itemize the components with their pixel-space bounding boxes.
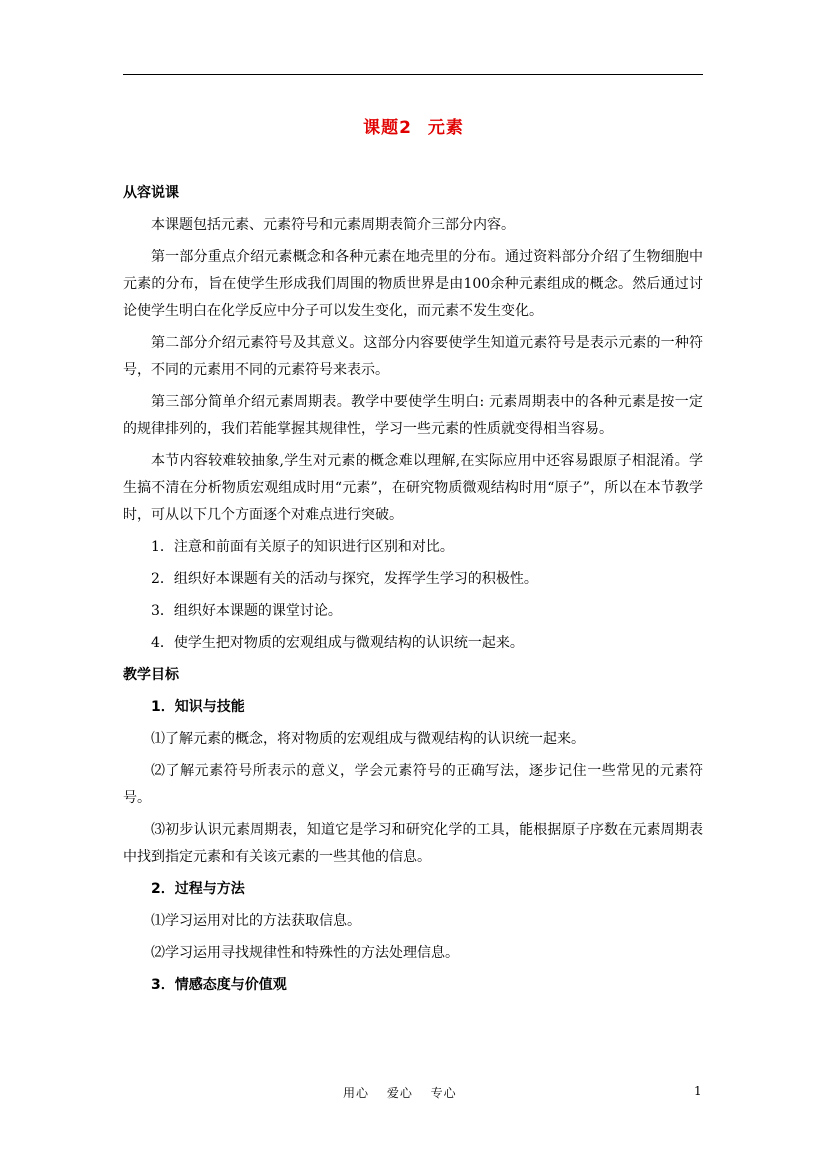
header-rule — [123, 74, 703, 75]
page-number: 1 — [694, 1084, 702, 1098]
subheading-process-methods: 2．过程与方法 — [151, 881, 245, 897]
list-item: ⑵了解元素符号所表示的意义，学会元素符号的正确写法，逐步记住一些常见的元素符号。 — [123, 763, 703, 806]
paragraph: 第一部分重点介绍元素概念和各种元素在地壳里的分布。通过资料部分介绍了生物细胞中元素的分布，旨在使学生形成我们周围的物质世界是由100余种元素组成的概念。然后通过讨论使学生明白在化学反应中分子可以发生变化，而元素不发生变化。 — [123, 249, 703, 319]
lesson-topic: 元素 — [427, 118, 464, 138]
list-item: 1．注意和前面有关原子的知识进行区别和对比。 — [151, 539, 454, 555]
document-body — [123, 180, 703, 1004]
footer-motto: 用心 爱心 专心 — [343, 1086, 457, 1100]
page-title — [0, 113, 827, 138]
list-item: 3．组织好本课题的课堂讨论。 — [151, 603, 342, 619]
paragraph: 第二部分介绍元素符号及其意义。这部分内容要使学生知道元素符号是表示元素的一种符号，不同的元素用不同的元素符号来表示。 — [123, 335, 703, 378]
list-item: 4．使学生把对物质的宏观组成与微观结构的认识统一起来。 — [151, 635, 524, 651]
list-item: ⑵学习运用寻找规律性和特殊性的方法处理信息。 — [151, 945, 459, 961]
section-heading-lesson-talk: 从容说课 — [123, 185, 179, 201]
paragraph: 本课题包括元素、元素符号和元素周期表简介三部分内容。 — [151, 217, 515, 233]
list-item: ⑴学习运用对比的方法获取信息。 — [151, 913, 361, 929]
list-item: 2．组织好本课题有关的活动与探究，发挥学生学习的积极性。 — [151, 571, 538, 587]
list-item: ⑶初步认识元素周期表，知道它是学习和研究化学的工具，能根据原子序数在元素周期表中找到指定元素和有关该元素的一些其他的信息。 — [123, 822, 703, 865]
paragraph: 本节内容较难较抽象,学生对元素的概念难以理解,在实际应用中还容易跟原子相混淆。学生搞不清在分析物质宏观组成时用“元素”，在研究物质微观结构时用“原子”，所以在本节教学时，可从以下几个方面逐个对难点进行突破。 — [123, 453, 703, 523]
paragraph: 第三部分简单介绍元素周期表。教学中要使学生明白: 元素周期表中的各种元素是按一定的规律排列的，我们若能掌握其规律性，学习一些元素的性质就变得相当容易。 — [123, 394, 703, 437]
section-heading-objectives: 教学目标 — [123, 667, 179, 683]
lesson-number: 课题2 — [363, 118, 412, 138]
subheading-knowledge-skills: 1．知识与技能 — [151, 699, 245, 715]
list-item: ⑴了解元素的概念，将对物质的宏观组成与微观结构的认识统一起来。 — [151, 731, 585, 747]
subheading-attitude-values: 3．情感态度与价值观 — [151, 977, 287, 993]
